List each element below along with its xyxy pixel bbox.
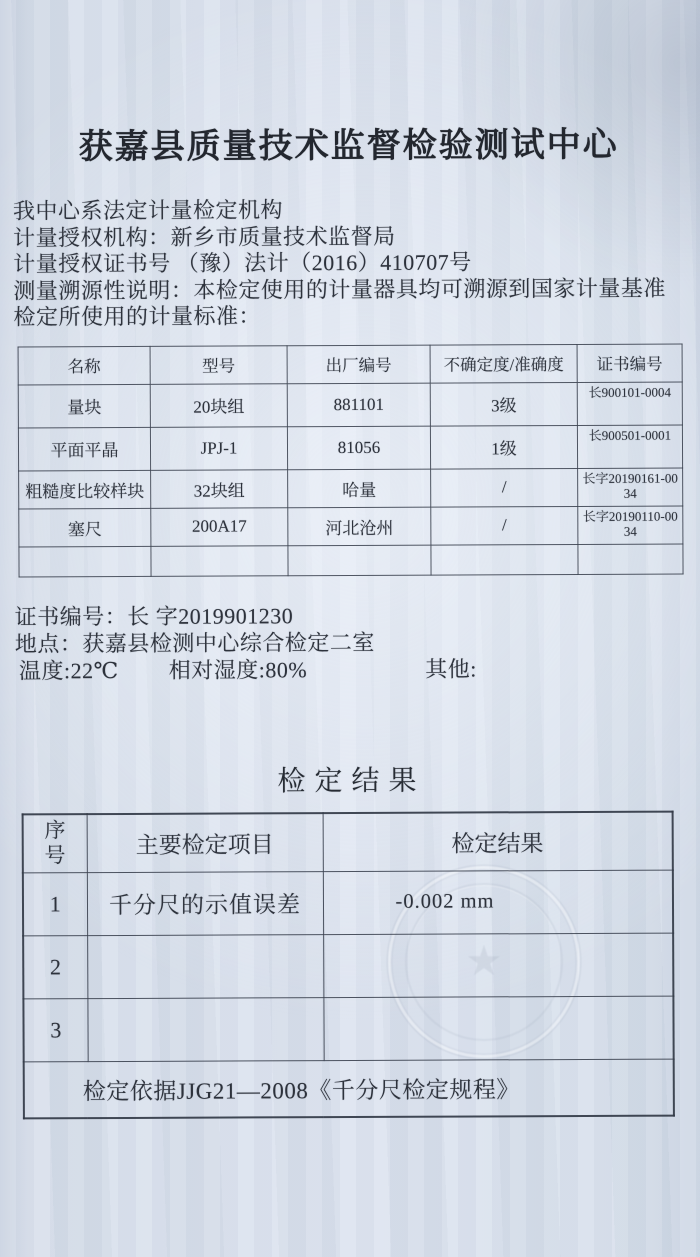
table-cell: 长900101-0004	[577, 382, 682, 425]
table-cell: -0.002 mm	[323, 870, 673, 935]
results-row	[23, 933, 673, 999]
table-cell: 粗糙度比较样块	[19, 470, 151, 509]
table-cell	[87, 934, 323, 998]
table-cell: /	[431, 468, 578, 507]
verification-basis: 检定依据JJG21—2008《千分尺检定规程》	[24, 1059, 674, 1118]
table-cell: 长字20190161-0034	[578, 468, 683, 506]
other-label: 其他:	[425, 655, 477, 682]
table-cell: 河北沧州	[288, 507, 431, 546]
intro-line: 检定所使用的计量标准：	[13, 303, 261, 330]
table-cell: 1级	[430, 425, 577, 469]
intro-line: 我中心系法定计量检定机构	[12, 197, 284, 224]
results-table	[22, 810, 675, 1119]
table-cell	[19, 546, 151, 577]
results-section-title: 检定结果	[277, 765, 426, 797]
table-cell	[151, 545, 288, 576]
table-cell: 千分尺的示值误差	[87, 871, 323, 935]
col-seq	[23, 814, 87, 873]
intro-line: 测量溯源性说明：本检定使用的计量器具均可溯源到国家计量基准	[13, 275, 666, 303]
table-cell: 平面平晶	[18, 427, 150, 471]
col-name: 名称	[18, 346, 150, 385]
certificate-number-line: 证书编号：长 字2019901230	[14, 602, 294, 629]
table-cell: 1	[23, 872, 87, 935]
table-cell	[323, 996, 673, 1061]
humidity-value: 相对湿度:80%	[168, 656, 308, 683]
results-basis-row	[24, 1059, 674, 1118]
col-item: 主要检定项目	[87, 813, 323, 873]
results-header-row	[23, 811, 673, 872]
table-cell: 3级	[430, 382, 577, 426]
table-cell: JPJ-1	[150, 426, 287, 470]
table-cell	[578, 544, 683, 574]
col-cert-no: 证书编号	[577, 344, 682, 382]
standards-row	[18, 382, 682, 428]
location-line: 地点：获嘉县检测中心综合检定二室	[14, 629, 375, 656]
table-cell: 81056	[287, 426, 430, 470]
table-cell: 哈量	[288, 469, 431, 508]
standards-table	[18, 343, 684, 577]
results-row	[23, 870, 673, 936]
standards-row	[19, 544, 683, 577]
table-cell	[87, 997, 323, 1061]
table-cell: 2	[23, 935, 87, 998]
table-cell	[431, 544, 578, 575]
col-serial: 出厂编号	[287, 345, 430, 384]
intro-line: 计量授权证书号 （豫）法计（2016）410707号	[13, 249, 472, 277]
standards-header-row	[18, 344, 682, 385]
table-cell: 881101	[287, 383, 430, 427]
col-result: 检定结果	[323, 811, 673, 871]
intro-line: 计量授权机构：新乡市质量技术监督局	[13, 223, 396, 250]
seal-star-icon: ★	[465, 939, 503, 985]
col-model: 型号	[150, 345, 287, 384]
table-cell: 量块	[18, 384, 150, 428]
page-title: 获嘉县质量技术监督检验测试中心	[78, 125, 619, 167]
table-cell: 20块组	[150, 383, 287, 427]
col-accuracy: 不确定度/准确度	[430, 344, 577, 383]
standards-row	[19, 468, 683, 509]
table-cell: 塞尺	[19, 508, 151, 547]
table-cell: 长900501-0001	[577, 425, 682, 468]
table-cell: 200A17	[151, 507, 288, 546]
table-cell	[288, 545, 431, 576]
standards-row	[18, 425, 682, 471]
table-cell: /	[431, 506, 578, 545]
intro-block	[13, 196, 686, 331]
table-cell: 3	[23, 998, 87, 1061]
table-cell	[323, 933, 673, 998]
standards-row	[19, 506, 683, 547]
certificate-info	[15, 600, 687, 684]
results-row	[23, 996, 673, 1062]
seq-header-label: 序号	[44, 818, 66, 868]
temperature-value: 温度:22℃	[18, 657, 119, 683]
table-cell: 32块组	[151, 469, 288, 508]
environment-line	[15, 654, 687, 684]
table-cell: 长字20190110-0034	[578, 506, 683, 544]
